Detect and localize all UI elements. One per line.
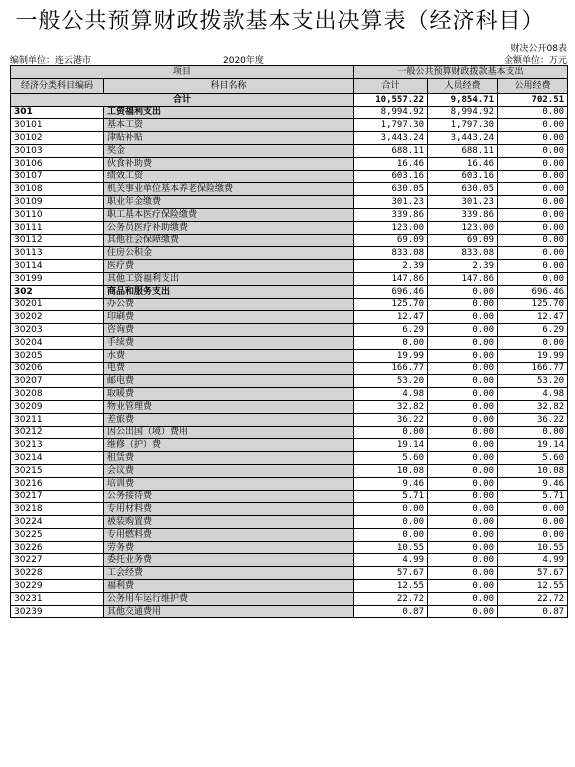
row-code: 30107 xyxy=(11,170,104,183)
row-total: 36.22 xyxy=(354,413,428,426)
row-total: 16.46 xyxy=(354,157,428,170)
row-public: 12.47 xyxy=(498,311,568,324)
row-total: 10.55 xyxy=(354,541,428,554)
row-code: 30217 xyxy=(11,490,104,503)
row-public: 22.72 xyxy=(498,592,568,605)
header-total: 合计 xyxy=(354,78,428,93)
row-public: 10.55 xyxy=(498,541,568,554)
row-public: 6.29 xyxy=(498,324,568,337)
row-name: 津贴补贴 xyxy=(104,132,354,145)
row-name: 电费 xyxy=(104,362,354,375)
amount-unit: 金额单位：万元 xyxy=(503,56,567,66)
row-name: 绩效工资 xyxy=(104,170,354,183)
row-total: 12.55 xyxy=(354,580,428,593)
table-row xyxy=(11,528,568,541)
expenditure-table xyxy=(10,65,568,618)
header-public: 公用经费 xyxy=(498,78,568,93)
row-total: 8,994.92 xyxy=(354,106,428,119)
report-meta xyxy=(10,53,567,65)
row-name: 办公费 xyxy=(104,298,354,311)
row-personnel: 630.05 xyxy=(428,183,498,196)
row-public: 0.00 xyxy=(498,144,568,157)
table-row xyxy=(11,260,568,273)
page-title: 一般公共预算财政拨款基本支出决算表（经济科目） xyxy=(15,9,545,34)
row-personnel: 0.00 xyxy=(428,311,498,324)
row-public: 4.98 xyxy=(498,388,568,401)
row-public: 0.00 xyxy=(498,336,568,349)
table-row xyxy=(11,439,568,452)
row-total: 57.67 xyxy=(354,567,428,580)
row-public: 0.00 xyxy=(498,503,568,516)
table-subheader-row xyxy=(11,78,568,93)
compiling-unit: 编制单位：连云港市 xyxy=(10,56,92,66)
row-name: 其他工资福利支出 xyxy=(104,272,354,285)
row-code: 30218 xyxy=(11,503,104,516)
row-name: 工会经费 xyxy=(104,567,354,580)
form-number: 财决公开08表 xyxy=(510,44,567,54)
row-total: 0.00 xyxy=(354,503,428,516)
row-code: 30106 xyxy=(11,157,104,170)
row-name: 物业管理费 xyxy=(104,400,354,413)
row-personnel: 833.08 xyxy=(428,247,498,260)
row-code: 30231 xyxy=(11,592,104,605)
row-personnel: 69.09 xyxy=(428,234,498,247)
row-name: 公务接待费 xyxy=(104,490,354,503)
table-row xyxy=(11,477,568,490)
row-code: 30199 xyxy=(11,272,104,285)
row-personnel: 0.00 xyxy=(428,298,498,311)
row-public: 0.00 xyxy=(498,106,568,119)
table-row xyxy=(11,541,568,554)
row-name: 医疗费 xyxy=(104,260,354,273)
row-name: 职业年金缴费 xyxy=(104,196,354,209)
row-public: 125.70 xyxy=(498,298,568,311)
row-name: 因公出国（境）费用 xyxy=(104,426,354,439)
row-public: 12.55 xyxy=(498,580,568,593)
row-personnel: 603.16 xyxy=(428,170,498,183)
row-public: 19.99 xyxy=(498,349,568,362)
table-row xyxy=(11,567,568,580)
row-code: 30213 xyxy=(11,439,104,452)
table-row xyxy=(11,580,568,593)
row-total: 53.20 xyxy=(354,375,428,388)
row-personnel: 2.39 xyxy=(428,260,498,273)
table-row xyxy=(11,298,568,311)
row-total: 12.47 xyxy=(354,311,428,324)
row-public: 0.00 xyxy=(498,516,568,529)
row-public: 0.00 xyxy=(498,528,568,541)
table-row xyxy=(11,464,568,477)
row-code: 302 xyxy=(11,285,104,298)
row-total: 630.05 xyxy=(354,183,428,196)
row-code: 30108 xyxy=(11,183,104,196)
row-public: 4.99 xyxy=(498,554,568,567)
row-public: 32.82 xyxy=(498,400,568,413)
header-name: 科目名称 xyxy=(104,78,354,93)
row-personnel: 0.00 xyxy=(428,516,498,529)
row-public: 0.00 xyxy=(498,183,568,196)
row-total: 10.08 xyxy=(354,464,428,477)
table-row xyxy=(11,413,568,426)
row-public: 9.46 xyxy=(498,477,568,490)
row-code: 30216 xyxy=(11,477,104,490)
row-personnel: 0.00 xyxy=(428,324,498,337)
row-total: 2.39 xyxy=(354,260,428,273)
row-total: 0.87 xyxy=(354,605,428,618)
row-name: 住房公积金 xyxy=(104,247,354,260)
row-personnel: 1,797.30 xyxy=(428,119,498,132)
row-code: 30102 xyxy=(11,132,104,145)
table-row xyxy=(11,400,568,413)
row-name: 劳务费 xyxy=(104,541,354,554)
row-name: 福利费 xyxy=(104,580,354,593)
row-personnel: 0.00 xyxy=(428,503,498,516)
table-body xyxy=(11,93,568,618)
row-total: 0.00 xyxy=(354,336,428,349)
row-public: 0.00 xyxy=(498,132,568,145)
row-public: 0.00 xyxy=(498,221,568,234)
table-row xyxy=(11,324,568,337)
row-personnel: 301.23 xyxy=(428,196,498,209)
header-group: 一般公共预算财政拨款基本支出 xyxy=(354,66,568,79)
row-personnel: 0.00 xyxy=(428,362,498,375)
row-code: 30113 xyxy=(11,247,104,260)
row-code: 30229 xyxy=(11,580,104,593)
row-name: 奖金 xyxy=(104,144,354,157)
row-name: 基本工资 xyxy=(104,119,354,132)
row-total: 3,443.24 xyxy=(354,132,428,145)
table-row xyxy=(11,592,568,605)
row-public: 5.60 xyxy=(498,452,568,465)
row-name: 咨询费 xyxy=(104,324,354,337)
row-code: 30209 xyxy=(11,400,104,413)
row-code: 30203 xyxy=(11,324,104,337)
table-row xyxy=(11,388,568,401)
row-total: 32.82 xyxy=(354,400,428,413)
row-total: 688.11 xyxy=(354,144,428,157)
row-public: 0.00 xyxy=(498,196,568,209)
row-personnel: 0.00 xyxy=(428,400,498,413)
row-public: 5.71 xyxy=(498,490,568,503)
row-code: 30110 xyxy=(11,208,104,221)
row-total: 19.99 xyxy=(354,349,428,362)
row-name: 公务员医疗补助缴费 xyxy=(104,221,354,234)
row-public: 0.00 xyxy=(498,260,568,273)
row-public: 0.00 xyxy=(498,247,568,260)
row-name: 租赁费 xyxy=(104,452,354,465)
row-name: 公务用车运行维护费 xyxy=(104,592,354,605)
row-code: 301 xyxy=(11,106,104,119)
row-personnel: 0.00 xyxy=(428,490,498,503)
row-public: 696.46 xyxy=(498,285,568,298)
row-total: 125.70 xyxy=(354,298,428,311)
row-code: 30224 xyxy=(11,516,104,529)
row-public: 0.00 xyxy=(498,170,568,183)
row-name: 委托业务费 xyxy=(104,554,354,567)
row-personnel: 0.00 xyxy=(428,285,498,298)
row-personnel: 0.00 xyxy=(428,375,498,388)
table-row xyxy=(11,490,568,503)
row-name: 培训费 xyxy=(104,477,354,490)
table-row xyxy=(11,157,568,170)
row-total: 603.16 xyxy=(354,170,428,183)
row-code: 30103 xyxy=(11,144,104,157)
row-public: 0.00 xyxy=(498,208,568,221)
row-personnel: 688.11 xyxy=(428,144,498,157)
row-personnel: 0.00 xyxy=(428,528,498,541)
table-row xyxy=(11,183,568,196)
row-code: 30212 xyxy=(11,426,104,439)
row-code: 30215 xyxy=(11,464,104,477)
table-row xyxy=(11,106,568,119)
row-name: 其他交通费用 xyxy=(104,605,354,618)
row-code: 30112 xyxy=(11,234,104,247)
row-personnel: 0.00 xyxy=(428,567,498,580)
row-personnel: 0.00 xyxy=(428,336,498,349)
row-name: 职工基本医疗保险缴费 xyxy=(104,208,354,221)
row-code: 30114 xyxy=(11,260,104,273)
row-personnel: 0.00 xyxy=(428,477,498,490)
row-personnel: 0.00 xyxy=(428,541,498,554)
row-total: 4.98 xyxy=(354,388,428,401)
row-total: 69.09 xyxy=(354,234,428,247)
row-total: 5.71 xyxy=(354,490,428,503)
table-row xyxy=(11,208,568,221)
row-total: 0.00 xyxy=(354,528,428,541)
table-row xyxy=(11,247,568,260)
row-public: 57.67 xyxy=(498,567,568,580)
row-public: 0.00 xyxy=(498,272,568,285)
row-total: 6.29 xyxy=(354,324,428,337)
row-public: 10.08 xyxy=(498,464,568,477)
table-row xyxy=(11,285,568,298)
table-row xyxy=(11,132,568,145)
table-row xyxy=(11,311,568,324)
row-personnel: 0.00 xyxy=(428,439,498,452)
row-name: 工资福利支出 xyxy=(104,106,354,119)
row-public: 0.00 xyxy=(498,426,568,439)
table-row xyxy=(11,554,568,567)
row-code: 30214 xyxy=(11,452,104,465)
row-total: 0.00 xyxy=(354,426,428,439)
row-name: 差旅费 xyxy=(104,413,354,426)
row-personnel: 16.46 xyxy=(428,157,498,170)
row-personnel: 339.86 xyxy=(428,208,498,221)
row-personnel: 0.00 xyxy=(428,554,498,567)
row-personnel: 3,443.24 xyxy=(428,132,498,145)
row-code: 30227 xyxy=(11,554,104,567)
table-row xyxy=(11,362,568,375)
row-code: 30101 xyxy=(11,119,104,132)
row-name: 专用燃料费 xyxy=(104,528,354,541)
row-code: 30226 xyxy=(11,541,104,554)
row-code: 30228 xyxy=(11,567,104,580)
table-row xyxy=(11,119,568,132)
row-code: 30204 xyxy=(11,336,104,349)
table-row xyxy=(11,272,568,285)
header-personnel: 人员经费 xyxy=(428,78,498,93)
row-name: 手续费 xyxy=(104,336,354,349)
row-public: 0.00 xyxy=(498,119,568,132)
total-personnel: 9,854.71 xyxy=(428,93,498,106)
table-row xyxy=(11,221,568,234)
row-code: 30208 xyxy=(11,388,104,401)
row-code: 30207 xyxy=(11,375,104,388)
row-name: 会议费 xyxy=(104,464,354,477)
total-label: 合计 xyxy=(11,93,354,106)
table-row xyxy=(11,503,568,516)
table-row xyxy=(11,349,568,362)
row-personnel: 0.00 xyxy=(428,426,498,439)
row-total: 5.60 xyxy=(354,452,428,465)
header-code: 经济分类科目编码 xyxy=(11,78,104,93)
table-row xyxy=(11,170,568,183)
row-personnel: 8,994.92 xyxy=(428,106,498,119)
row-code: 30225 xyxy=(11,528,104,541)
row-code: 30211 xyxy=(11,413,104,426)
table-row xyxy=(11,375,568,388)
row-total: 696.46 xyxy=(354,285,428,298)
row-code: 30109 xyxy=(11,196,104,209)
row-personnel: 0.00 xyxy=(428,452,498,465)
row-total: 9.46 xyxy=(354,477,428,490)
total-public: 702.51 xyxy=(498,93,568,106)
row-personnel: 0.00 xyxy=(428,388,498,401)
row-name: 被装购置费 xyxy=(104,516,354,529)
row-name: 水费 xyxy=(104,349,354,362)
row-code: 30205 xyxy=(11,349,104,362)
table-row xyxy=(11,234,568,247)
row-code: 30206 xyxy=(11,362,104,375)
row-name: 邮电费 xyxy=(104,375,354,388)
row-code: 30111 xyxy=(11,221,104,234)
report-year: 2020年度 xyxy=(223,56,264,66)
table-row xyxy=(11,336,568,349)
row-total: 339.86 xyxy=(354,208,428,221)
total-row xyxy=(11,93,568,106)
table-row xyxy=(11,426,568,439)
table-row xyxy=(11,452,568,465)
row-public: 19.14 xyxy=(498,439,568,452)
row-code: 30239 xyxy=(11,605,104,618)
row-name: 其他社会保障缴费 xyxy=(104,234,354,247)
row-total: 1,797.30 xyxy=(354,119,428,132)
row-personnel: 0.00 xyxy=(428,605,498,618)
row-personnel: 0.00 xyxy=(428,580,498,593)
row-name: 印刷费 xyxy=(104,311,354,324)
row-total: 22.72 xyxy=(354,592,428,605)
row-public: 0.00 xyxy=(498,234,568,247)
table-header-row xyxy=(11,66,568,79)
row-total: 147.86 xyxy=(354,272,428,285)
row-personnel: 0.00 xyxy=(428,413,498,426)
row-total: 301.23 xyxy=(354,196,428,209)
row-name: 取暖费 xyxy=(104,388,354,401)
total-sum: 10,557.22 xyxy=(354,93,428,106)
row-name: 专用材料费 xyxy=(104,503,354,516)
row-personnel: 0.00 xyxy=(428,464,498,477)
table-row xyxy=(11,605,568,618)
row-personnel: 123.00 xyxy=(428,221,498,234)
row-name: 商品和服务支出 xyxy=(104,285,354,298)
row-public: 166.77 xyxy=(498,362,568,375)
table-row xyxy=(11,144,568,157)
row-total: 166.77 xyxy=(354,362,428,375)
row-public: 0.00 xyxy=(498,157,568,170)
row-total: 4.99 xyxy=(354,554,428,567)
row-name: 机关事业单位基本养老保险缴费 xyxy=(104,183,354,196)
row-total: 123.00 xyxy=(354,221,428,234)
row-total: 0.00 xyxy=(354,516,428,529)
row-name: 伙食补助费 xyxy=(104,157,354,170)
row-public: 53.20 xyxy=(498,375,568,388)
row-public: 0.87 xyxy=(498,605,568,618)
row-personnel: 0.00 xyxy=(428,349,498,362)
row-total: 833.08 xyxy=(354,247,428,260)
row-name: 维修（护）费 xyxy=(104,439,354,452)
row-personnel: 147.86 xyxy=(428,272,498,285)
table-row xyxy=(11,196,568,209)
header-item: 项目 xyxy=(11,66,354,79)
row-total: 19.14 xyxy=(354,439,428,452)
row-public: 36.22 xyxy=(498,413,568,426)
row-code: 30201 xyxy=(11,298,104,311)
row-code: 30202 xyxy=(11,311,104,324)
table-row xyxy=(11,516,568,529)
row-personnel: 0.00 xyxy=(428,592,498,605)
